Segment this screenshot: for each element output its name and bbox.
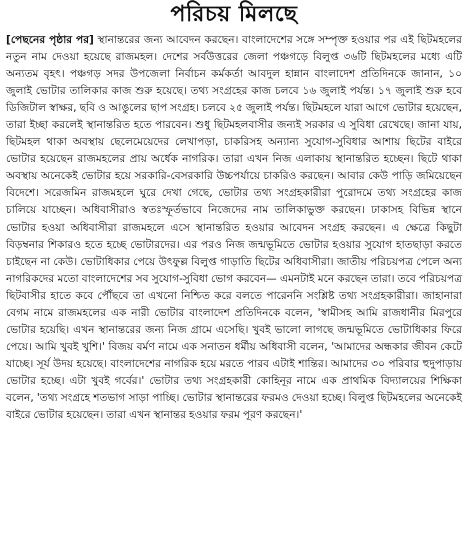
article-body — [6, 32, 462, 424]
continued-from-label: [পেছনের পৃষ্ঠার পর] — [6, 34, 94, 46]
article-paragraph — [6, 32, 462, 424]
article-text: স্থানান্তরের জন্য আবেদন করছেন। বাংলাদেশের সঙ্গে সম্পৃক্ত হওয়ার পর এই ছিটমহলের নতুন নাম দেওয়া হয়েছে রাজমহল। দেশের সর্বউত্তরের জেলা পঞ্চগড়ে বিলুপ্ত ৩৬টি ছিটমহলের মধ্যে এটি অন্যতম বৃহৎ। পঞ্চগড় সদর উপজেলা নির্বাচন কর্মকর্তা আবদুল হান্নান বাংলাদেশ প্রতিদিনকে জানান, ১০ জুলাই ভোটার তালিকার কাজ শুরু হয়েছে। তথ্য সংগ্রহের কাজ চলবে ১৬ জুলাই পর্যন্ত। ১৭ জুলাই শুরু হবে ডিজিটাল স্বাক্ষর, ছবি ও আঙুলের ছাপ সংগ্রহ। চলবে ২৫ জুলাই পর্যন্ত। ছিটমহলে যারা আগে ভোটার হয়েছেন, তারা ইচ্ছা করলেই স্থানান্তরিত হতে পারবেন। শুধু ছিটমহলবাসীর জন্যই সরকার এ সুবিধা রেখেছে। জানা যায়, ছিটমহল থাকা অবস্থায় ছেলেমেয়েদের লেখাপড়া, চাকরিসহ অন্যান্য সুযোগ-সুবিধার আশায় ছিটের বাইরে ভোটার হয়েছেন রাজমহলের প্রায় অর্ধেক নাগরিক। তারা এখন নিজ এলাকায় স্থানান্তরিত হচ্ছেন। ছিটে থাকা অবস্থায় অনেকেই ভোটার হয়ে সরকারি-বেসরকারি উচ্চপর্যায়ে চাকরিও করছেন। আবার কেউ পাড়ি জমিয়েছেন বিদেশে। সরেজমিন রাজমহলে ঘুরে দেখা গেছে, ভোটার তথ্য সংগ্রহকারীরা পুরোদমে তথ্য সংগ্রহের কাজ চালিয়ে যাচ্ছেন। অধিবাসীরাও স্বতঃস্ফূর্তভাবে নিজেদের নাম তালিকাভুক্ত করছেন। ঢাকাসহ বিভিন্ন স্থানে ভোটার হওয়া অধিবাসীরা রাজমহলে এসে স্থানান্তরিত হওয়ার আবেদন সংগ্রহ করছেন। এ ক্ষেত্রে কিছুটা বিড়ম্বনার শিকারও হতে হচ্ছে ভোটারদের। এর পরও নিজ জন্মভূমিতে ভোটার হওয়ার সুযোগ হাতছাড়া করতে চাইছেন না কেউ। ভোটাধিকার পেয়ে উৎফুল্ল বিলুপ্ত গাড়াতি ছিটের অধিবাসীরা। জাতীয় পরিচয়পত্র পেলে অন্য নাগরিকদের মতো বাংলাদেশের সব সুযোগ-সুবিধা ভোগ করবেন— এমনটাই মনে করছেন তারা। তবে পরিচয়পত্র ছিটবাসীর হাতে কবে পৌঁছবে তা এখনো নিশ্চিত করে বলতে পারেননি সংশ্লিষ্ট তথ্য সংগ্রহকারীরা। জাহানারা বেগম নামে রাজমহলের এক নারী ভোটার বাংলাদেশ প্রতিদিনকে বলেন, 'স্বামীসহ আমি রাজধানীর মিরপুরে ভোটার হয়েছি। এখন স্থানান্তরের জন্য নিজ গ্রামে এসেছি। খুবই ভালো লাগছে জন্মভূমিতে ভোটাধিকার ফিরে পেয়ে। আমি খুবই খুশি।' বিজয় বর্মণ নামে এক সনাতন ধর্মীয় অধিবাসী বলেন, 'আমাদের অন্ধকার জীবন কেটে যাচ্ছে। সূর্য উদয় হয়েছে। বাংলাদেশের নাগরিক হয়ে মরতে পারব এটাই শান্তির। আমাদের ৩০ পরিবার হুদুপাড়ায় ভোটার হচ্ছে। এটা খুবই গর্বের।' ভোটার তথ্য সংগ্রহকারী কোহিনূর নামে এক প্রাথমিক বিদ্যালয়ের শিক্ষিকা বলেন, 'তথ্য সংগ্রহে শতভাগ সাড়া পাচ্ছি। ভোটার স্থানান্তরের ফরমও দেওয়া হচ্ছে। বিলুপ্ত ছিটমহলের অনেকেই বাইরে ভোটার হয়েছেন। তারা এখন স্থানান্তর হওয়ার ফরম পূরণ করছেন।' — [6, 34, 462, 422]
headline: পরিচয় মিলছে — [170, 2, 298, 27]
